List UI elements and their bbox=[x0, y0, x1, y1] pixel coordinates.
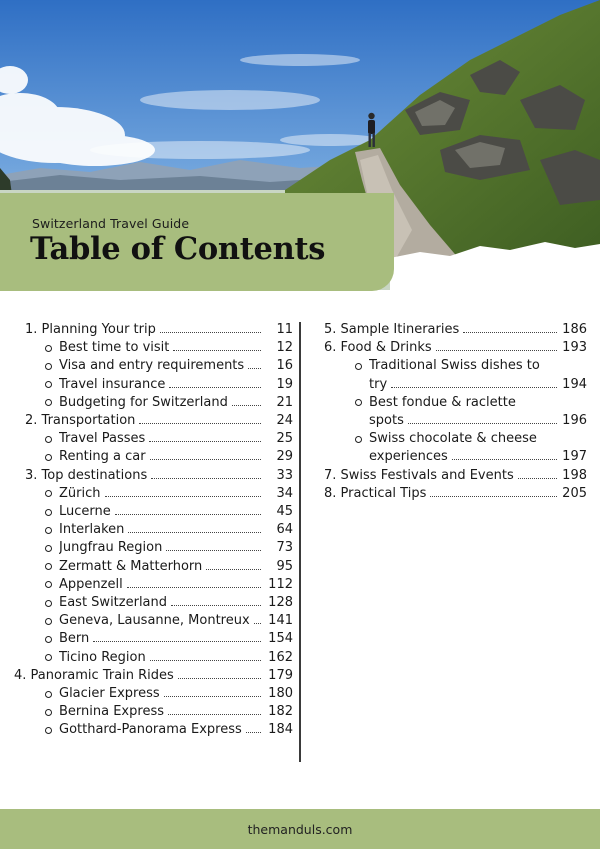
toc-entry-label: 2. Transportation bbox=[25, 413, 136, 428]
toc-entry[interactable] bbox=[0, 412, 296, 430]
bullet-icon bbox=[355, 363, 362, 370]
dot-leader bbox=[115, 503, 261, 515]
toc-entry[interactable] bbox=[0, 357, 296, 375]
toc-entry[interactable] bbox=[0, 430, 296, 448]
toc-page-number: 12 bbox=[276, 340, 293, 356]
guide-subtitle: Switzerland Travel Guide bbox=[32, 216, 190, 231]
dot-leader bbox=[254, 612, 261, 624]
toc-entry[interactable] bbox=[0, 576, 296, 594]
toc-entry-label: 1. Planning Your trip bbox=[25, 322, 156, 337]
toc-entry[interactable] bbox=[0, 321, 296, 339]
toc-entry[interactable] bbox=[0, 721, 296, 739]
toc-entry-label: 3. Top destinations bbox=[25, 467, 148, 483]
bullet-icon bbox=[355, 436, 362, 443]
bullet-icon bbox=[45, 709, 52, 716]
dot-leader bbox=[408, 412, 557, 424]
dot-leader bbox=[168, 703, 261, 715]
column-divider bbox=[299, 322, 301, 762]
dot-leader bbox=[149, 430, 261, 442]
toc-page-number: 196 bbox=[562, 412, 587, 428]
dot-leader bbox=[128, 521, 261, 533]
toc-entry[interactable] bbox=[0, 667, 296, 685]
toc-entry-label: 4. Panoramic Train Rides bbox=[14, 667, 174, 683]
dot-leader bbox=[139, 412, 261, 424]
toc-page-number: 73 bbox=[276, 540, 293, 556]
toc-entry-label: Bernina Express bbox=[59, 704, 164, 720]
toc-entry[interactable] bbox=[0, 503, 296, 521]
toc-entry[interactable] bbox=[0, 467, 296, 485]
toc-entry[interactable] bbox=[305, 394, 600, 430]
toc-page-number: 95 bbox=[276, 558, 293, 574]
bullet-icon bbox=[45, 691, 52, 698]
footer-bar bbox=[0, 809, 600, 849]
toc-entry-label: Lucerne bbox=[59, 504, 111, 519]
toc-entry[interactable] bbox=[0, 558, 296, 576]
toc-page-number: 34 bbox=[276, 485, 293, 501]
bullet-icon bbox=[45, 509, 52, 516]
toc-entry-label: Zermatt & Matterhorn bbox=[59, 558, 203, 574]
toc-page-number: 197 bbox=[562, 449, 587, 465]
toc-page-number: 205 bbox=[562, 485, 587, 501]
toc-entry-label: Appenzell bbox=[59, 576, 123, 592]
dot-leader bbox=[430, 485, 557, 497]
toc-entry[interactable] bbox=[305, 357, 600, 393]
dot-leader bbox=[160, 321, 261, 333]
toc-entry-label: Interlaken bbox=[59, 522, 125, 538]
toc-entry[interactable] bbox=[0, 685, 296, 703]
dot-leader bbox=[150, 448, 261, 460]
dot-leader bbox=[391, 376, 557, 388]
toc-entry[interactable] bbox=[305, 321, 600, 339]
dot-leader bbox=[248, 357, 261, 369]
bullet-icon bbox=[45, 436, 52, 443]
toc-entry-label: Travel insurance bbox=[59, 376, 166, 392]
bullet-icon bbox=[45, 618, 52, 625]
toc-page-number: 182 bbox=[268, 704, 293, 720]
toc-page-number: 64 bbox=[276, 522, 293, 538]
toc-entry-label: Gotthard-Panorama Express bbox=[59, 722, 242, 738]
toc-entry[interactable] bbox=[0, 612, 296, 630]
toc-entry[interactable] bbox=[0, 376, 296, 394]
toc-page-number: 179 bbox=[268, 667, 293, 683]
dot-leader bbox=[246, 721, 261, 733]
toc-entry-label: 6. Food & Drinks bbox=[324, 340, 432, 356]
dot-leader bbox=[93, 630, 261, 642]
toc-entry-label: Ticino Region bbox=[59, 649, 146, 665]
toc-page-number: 128 bbox=[268, 595, 293, 610]
toc-entry-label-cont: spots bbox=[369, 412, 404, 428]
bullet-icon bbox=[45, 600, 52, 607]
toc-page-number: 184 bbox=[268, 722, 293, 738]
dot-leader bbox=[232, 394, 261, 406]
bullet-icon bbox=[45, 381, 52, 388]
toc-page-number: 25 bbox=[276, 431, 293, 447]
dot-leader bbox=[178, 667, 261, 679]
toc-entry-label-cont: experiences bbox=[369, 449, 448, 465]
toc-entry[interactable] bbox=[305, 430, 600, 466]
toc-entry[interactable] bbox=[0, 448, 296, 466]
bullet-icon bbox=[45, 727, 52, 734]
toc-entry[interactable] bbox=[0, 630, 296, 648]
toc-entry[interactable] bbox=[0, 394, 296, 412]
dot-leader bbox=[105, 485, 262, 497]
toc-entry-label: Zürich bbox=[59, 485, 101, 501]
toc-entry-label: Glacier Express bbox=[59, 686, 160, 701]
footer-website[interactable]: themanduls.com bbox=[247, 821, 353, 837]
toc-page-number: 186 bbox=[562, 322, 587, 337]
toc-page-number: 21 bbox=[276, 394, 293, 410]
toc-page-number: 112 bbox=[268, 576, 293, 592]
toc-entry-label: 8. Practical Tips bbox=[324, 485, 427, 501]
dot-leader bbox=[206, 558, 261, 570]
toc-entry[interactable] bbox=[0, 339, 296, 357]
bullet-icon bbox=[45, 545, 52, 552]
toc-entry[interactable] bbox=[305, 339, 600, 357]
dot-leader bbox=[151, 467, 261, 479]
dot-leader bbox=[127, 576, 261, 588]
toc-entry-label: Jungfrau Region bbox=[59, 540, 163, 556]
bullet-icon bbox=[45, 345, 52, 352]
toc-page-number: 29 bbox=[276, 449, 293, 465]
toc-entry-label: East Switzerland bbox=[59, 595, 168, 610]
toc-entry[interactable] bbox=[0, 649, 296, 667]
toc-entry-label: Swiss chocolate & cheese bbox=[369, 431, 537, 447]
dot-leader bbox=[169, 376, 261, 388]
dot-leader bbox=[518, 467, 557, 479]
dot-leader bbox=[150, 649, 261, 661]
dot-leader bbox=[463, 321, 557, 333]
toc-page-number: 180 bbox=[268, 686, 293, 701]
toc-page-number: 45 bbox=[276, 504, 293, 519]
toc-entry[interactable] bbox=[0, 521, 296, 539]
bullet-icon bbox=[45, 454, 52, 461]
toc-entry[interactable] bbox=[0, 539, 296, 557]
dot-leader bbox=[436, 339, 557, 351]
toc-page-number: 162 bbox=[268, 649, 293, 665]
toc-page-number: 24 bbox=[276, 413, 293, 428]
bullet-icon bbox=[45, 581, 52, 588]
bullet-icon bbox=[45, 654, 52, 661]
toc-entry-label: Traditional Swiss dishes to bbox=[369, 358, 540, 374]
toc-page-number: 11 bbox=[276, 322, 293, 337]
dot-leader bbox=[173, 339, 261, 351]
dot-leader bbox=[166, 539, 261, 551]
page-title: Table of Contents bbox=[30, 231, 326, 267]
toc-page-number: 19 bbox=[276, 376, 293, 392]
toc-entry-label: Best fondue & raclette bbox=[369, 394, 516, 410]
toc-entry-label: 7. Swiss Festivals and Events bbox=[324, 467, 514, 483]
toc-page-number: 141 bbox=[268, 613, 293, 629]
toc-entry[interactable] bbox=[0, 594, 296, 612]
toc-entry-label: Budgeting for Switzerland bbox=[59, 394, 228, 410]
toc-entry-label: Renting a car bbox=[59, 449, 146, 465]
toc-entry[interactable] bbox=[305, 485, 600, 503]
dot-leader bbox=[452, 448, 557, 460]
toc-entry[interactable] bbox=[0, 485, 296, 503]
toc-entry-label: Travel Passes bbox=[59, 431, 146, 447]
toc-page-number: 194 bbox=[562, 376, 587, 392]
toc-entry-label: Geneva, Lausanne, Montreux bbox=[59, 613, 250, 629]
toc-page-number: 16 bbox=[276, 358, 293, 374]
toc-page-number: 198 bbox=[562, 467, 587, 483]
bullet-icon bbox=[45, 563, 52, 570]
bullet-icon bbox=[45, 363, 52, 370]
toc-entry-label: Visa and entry requirements bbox=[59, 358, 245, 374]
bullet-icon bbox=[45, 490, 52, 497]
dot-leader bbox=[164, 685, 261, 697]
toc-entry-label: Best time to visit bbox=[59, 340, 170, 356]
toc-page-number: 154 bbox=[268, 631, 293, 647]
toc-page-number: 33 bbox=[276, 467, 293, 483]
toc-entry-label: Bern bbox=[59, 631, 90, 647]
bullet-icon bbox=[355, 399, 362, 406]
bullet-icon bbox=[45, 636, 52, 643]
toc-entry-label: 5. Sample Itineraries bbox=[324, 322, 460, 337]
bullet-icon bbox=[45, 527, 52, 534]
bullet-icon bbox=[45, 399, 52, 406]
toc-entry-label-cont: try bbox=[369, 376, 388, 392]
dot-leader bbox=[171, 594, 261, 606]
toc-page-number: 193 bbox=[562, 340, 587, 356]
toc-entry[interactable] bbox=[305, 467, 600, 485]
toc-entry[interactable] bbox=[0, 703, 296, 721]
